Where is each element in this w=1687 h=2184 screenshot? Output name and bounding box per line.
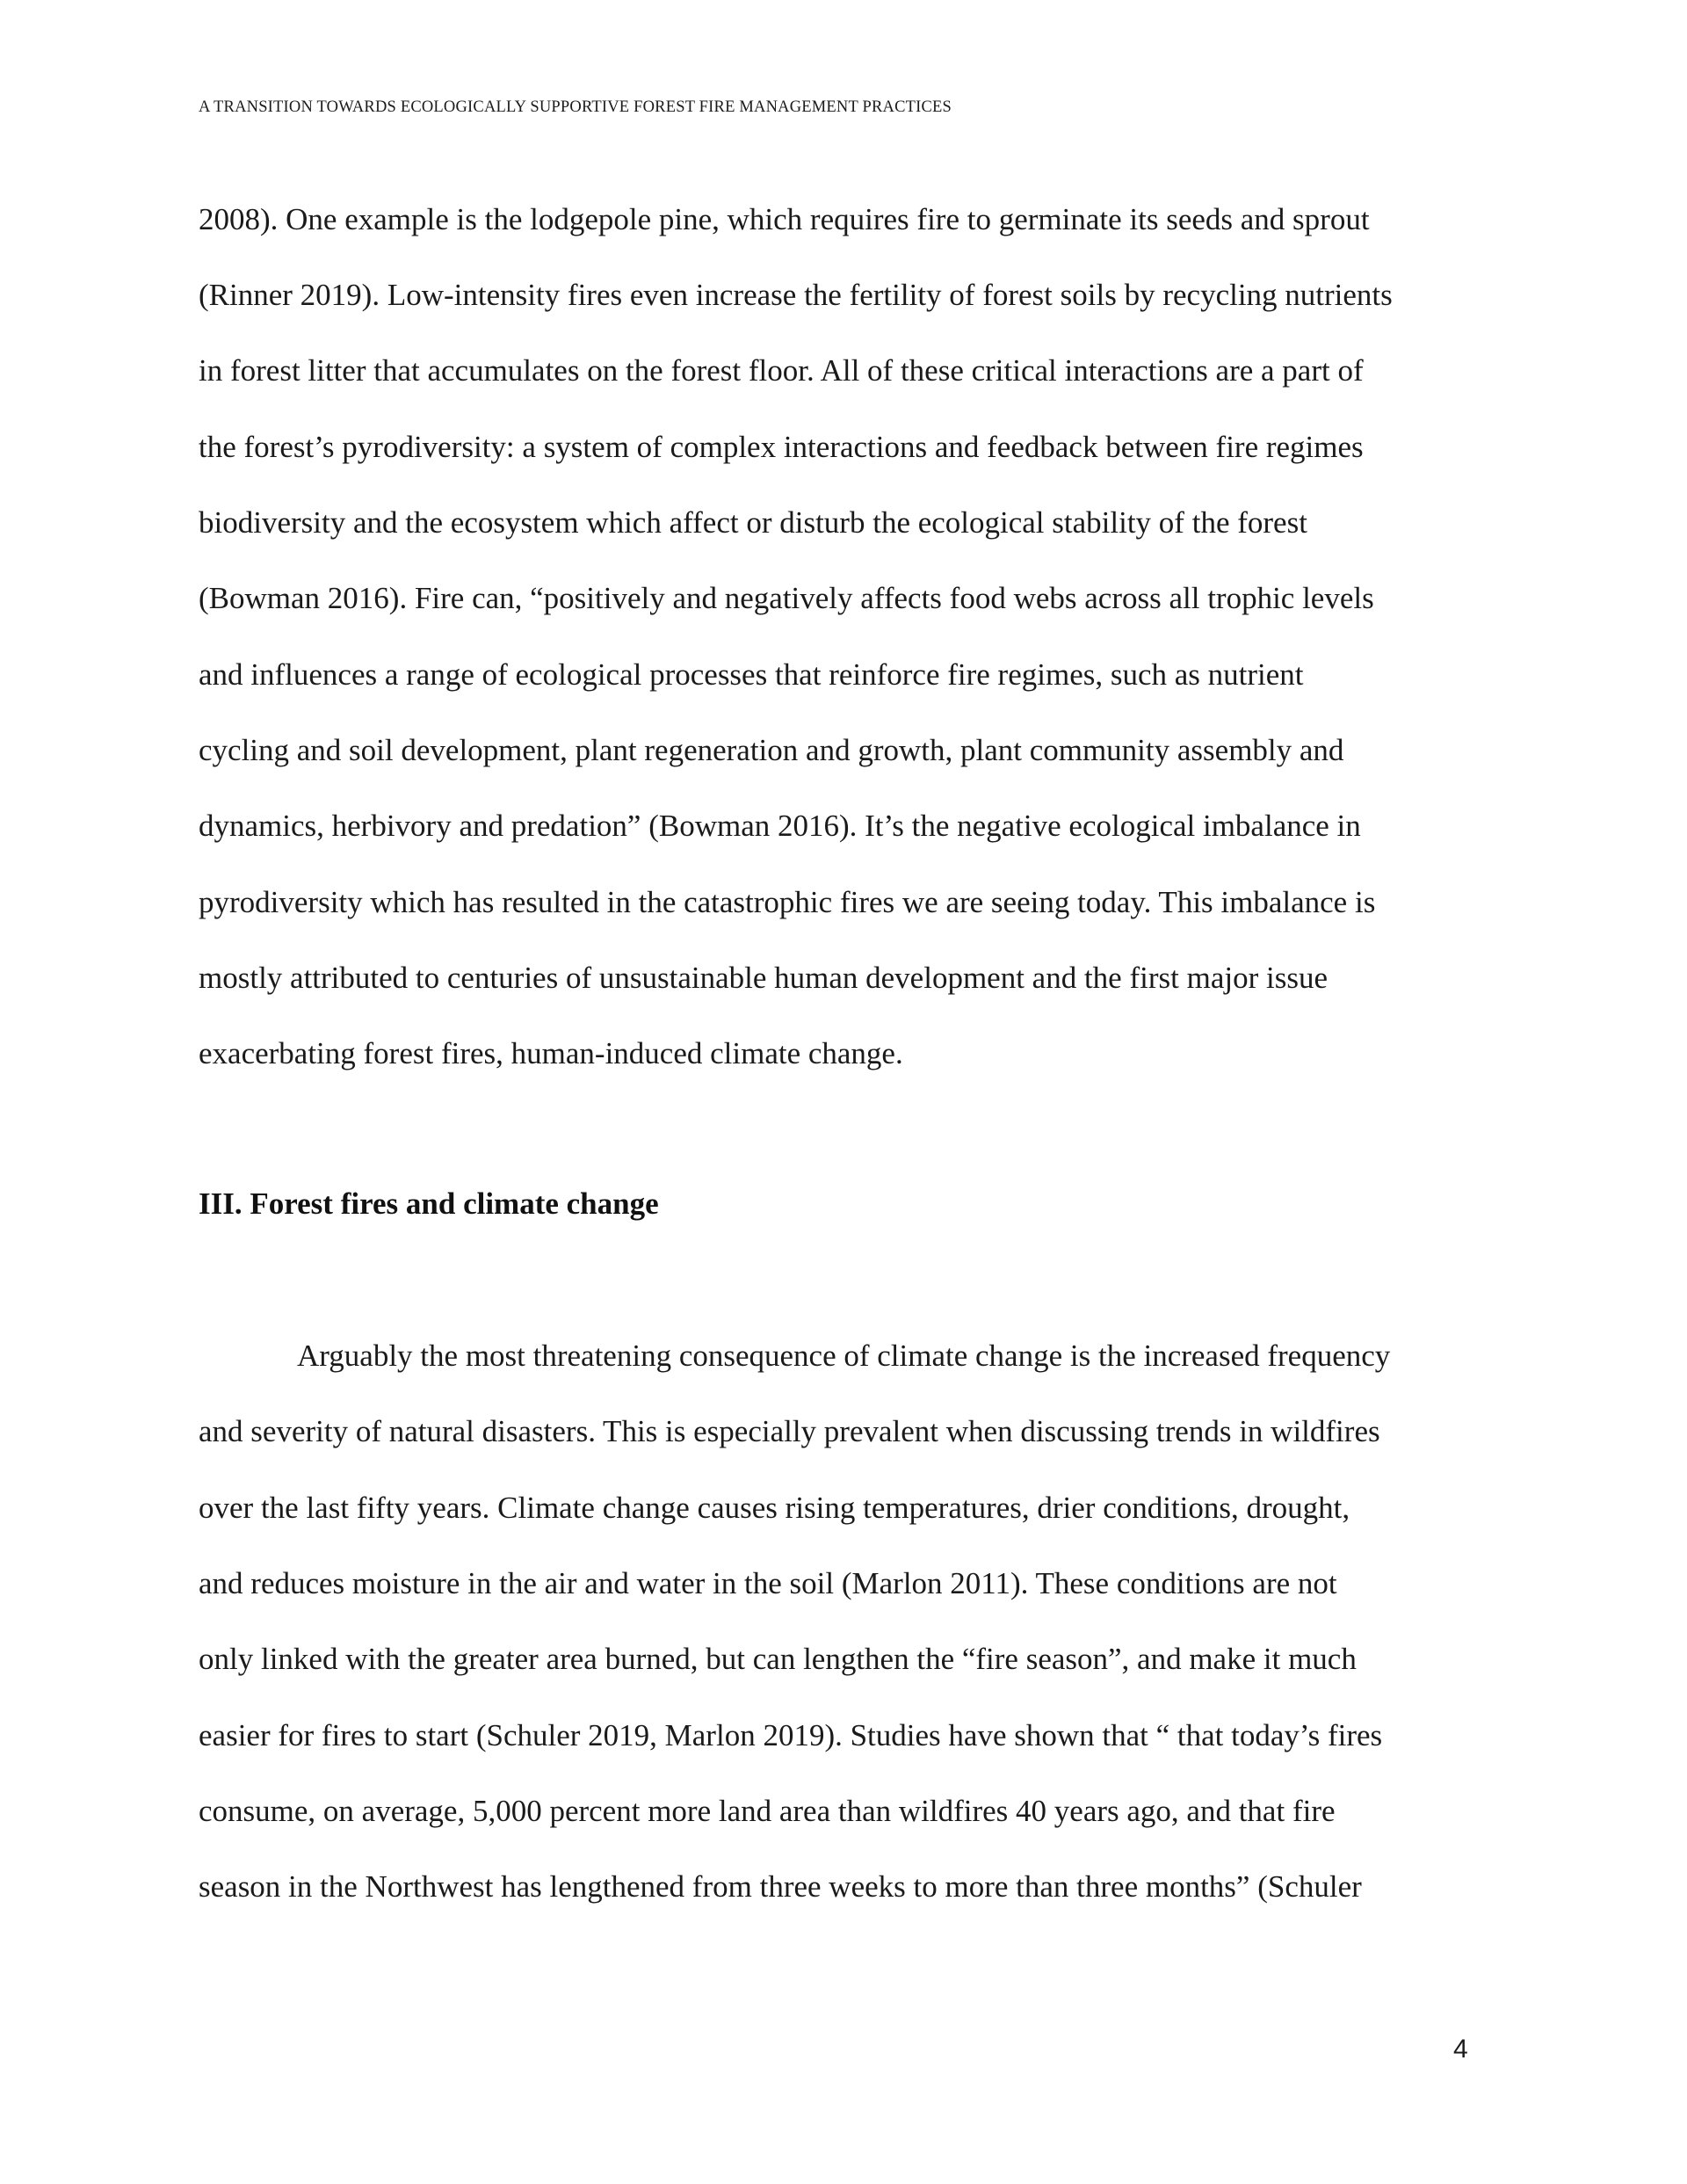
text-line: pyrodiversity which has resulted in the catastrophic fires we are seeing today. This imbalance is — [199, 885, 1376, 919]
text-line: biodiversity and the ecosystem which affect or disturb the ecological stability of the forest — [199, 505, 1307, 540]
text-line: the forest’s pyrodiversity: a system of complex interactions and feedback between fire regimes — [199, 430, 1364, 464]
text-line: 2008). One example is the lodgepole pine, which requires fire to germinate its seeds and sprout — [199, 202, 1370, 236]
text-line: in forest litter that accumulates on the forest floor. All of these critical interactions are a part of — [199, 353, 1364, 388]
section-heading: III. Forest fires and climate change — [199, 1186, 659, 1221]
running-head: A TRANSITION TOWARDS ECOLOGICALLY SUPPORTIVE FOREST FIRE MANAGEMENT PRACTICES — [199, 98, 952, 116]
text-line: and influences a range of ecological processes that reinforce fire regimes, such as nutrient — [199, 657, 1304, 692]
text-line: (Bowman 2016). Fire can, “positively and negatively affects food webs across all trophic levels — [199, 581, 1374, 615]
text-line: and severity of natural disasters. This is especially prevalent when discussing trends in wildfires — [199, 1414, 1380, 1448]
text-line: and reduces moisture in the air and water in the soil (Marlon 2011). These conditions are not — [199, 1566, 1337, 1600]
text-line: only linked with the greater area burned, but can lengthen the “fire season”, and make it much — [199, 1642, 1357, 1676]
text-line: exacerbating forest fires, human-induced climate change. — [199, 1036, 903, 1070]
text-line: easier for fires to start (Schuler 2019, Marlon 2019). Studies have shown that “ that today’s fires — [199, 1718, 1383, 1752]
text-line: Arguably the most threatening consequence of climate change is the increased frequency — [297, 1339, 1391, 1373]
page-number: 4 — [1453, 2035, 1468, 2064]
text-line: mostly attributed to centuries of unsustainable human development and the first major issue — [199, 961, 1328, 995]
text-line: dynamics, herbivory and predation” (Bowman 2016). It’s the negative ecological imbalance in — [199, 809, 1361, 843]
text-line: (Rinner 2019). Low-intensity fires even increase the fertility of forest soils by recycling nutrients — [199, 278, 1393, 312]
text-line: cycling and soil development, plant regeneration and growth, plant community assembly and — [199, 733, 1344, 767]
text-line: season in the Northwest has lengthened from three weeks to more than three months” (Schuler — [199, 1869, 1362, 1904]
text-line: consume, on average, 5,000 percent more land area than wildfires 40 years ago, and that fire — [199, 1794, 1336, 1828]
text-line: over the last fifty years. Climate change causes rising temperatures, drier conditions, drought, — [199, 1491, 1350, 1525]
